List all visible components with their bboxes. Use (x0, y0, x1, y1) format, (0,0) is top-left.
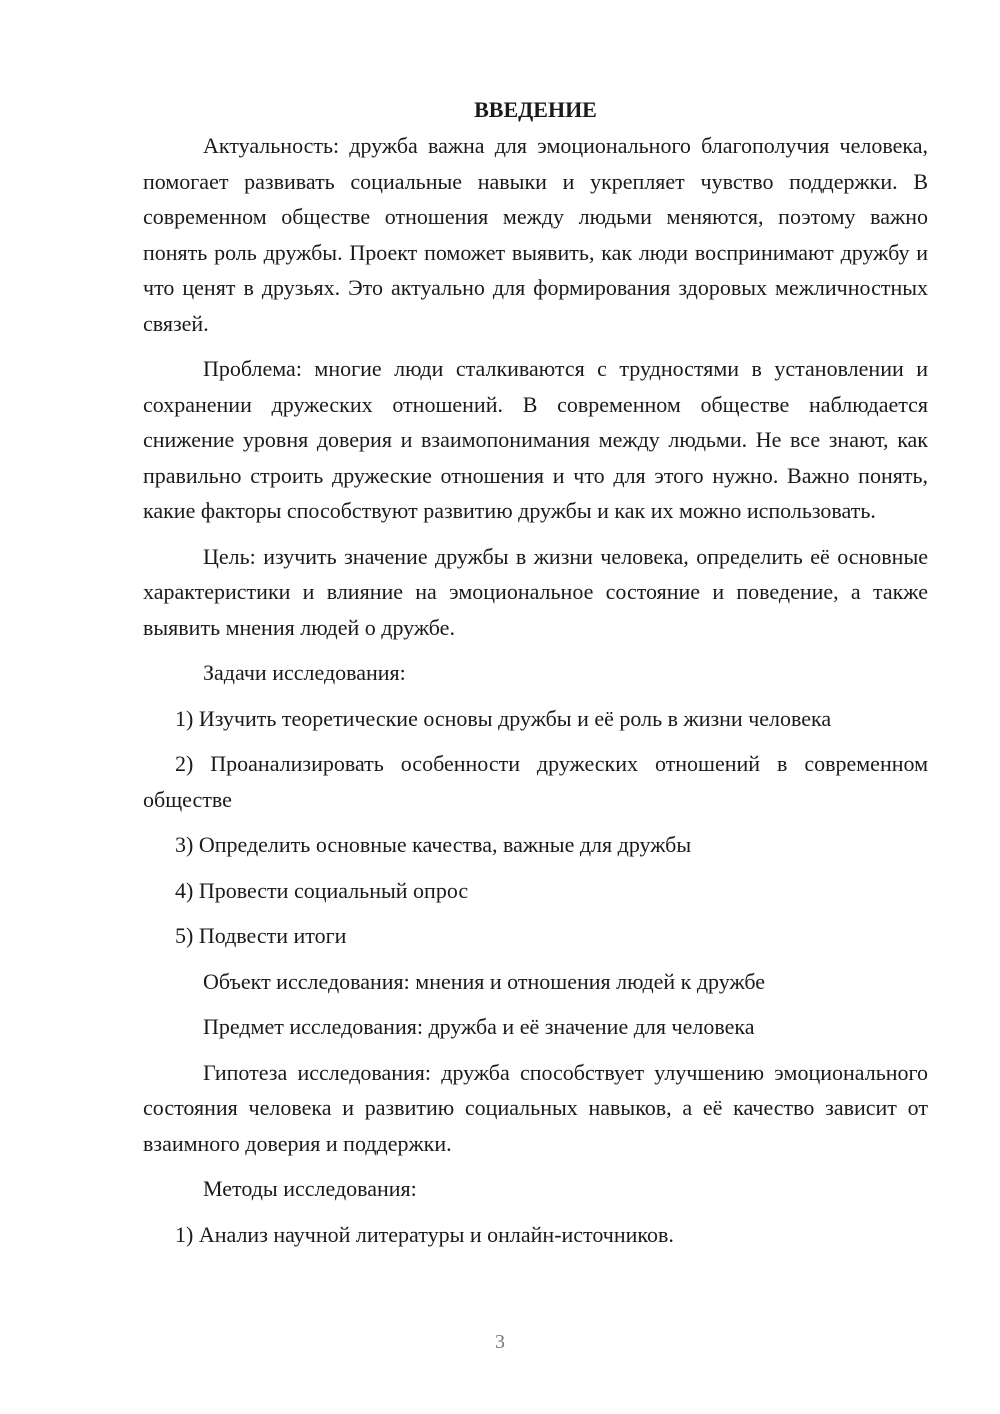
paragraph-relevance: Актуальность: дружба важна для эмоционального благополучия человека, помогает развивать социальные навыки и укрепляет чувство поддержки. В современном обществе отношения между людьми меняются, поэтому важно понять роль дружбы. Проект поможет выявить, как люди воспринимают дружбу и что ценят в друзьях. Это актуально для формирования здоровых межличностных связей. (143, 133, 928, 336)
paragraph-hypothesis: Гипотеза исследования: дружба способствует улучшению эмоционального состояния человека и развитию социальных навыков, а её качество зависит от взаимного доверия и поддержки. (143, 1059, 928, 1156)
paragraph-goal: Цель: изучить значение дружбы в жизни человека, определить её основные характеристики и влияние на эмоциональное состояние и поведение, а также выявить мнения людей о дружбе. (143, 543, 928, 640)
task-item-2: 2) Проанализировать особенности дружеских отношений в современном обществе (143, 751, 928, 812)
task-item-4: 4) Провести социальный опрос (175, 877, 469, 903)
paragraph-object: Объект исследования: мнения и отношения людей к дружбе (203, 968, 766, 994)
paragraph-problem: Проблема: многие люди сталкиваются с трудностями в установлении и сохранении дружеских отношений. В современном обществе наблюдается снижение уровня доверия и взаимопонимания между людьми. Не все знают, как правильно строить дружеские отношения и что для этого нужно. Важно понять, какие факторы способствуют развитию дружбы и как их можно использовать. (143, 356, 928, 523)
task-item-1: 1) Изучить теоретические основы дружбы и её роль в жизни человека (175, 705, 832, 731)
task-item-3: 3) Определить основные качества, важные для дружбы (175, 832, 692, 857)
methods-heading: Методы исследования: (203, 1176, 417, 1201)
section-title: ВВЕДЕНИЕ (474, 97, 597, 122)
page-number: 3 (495, 1331, 505, 1353)
paragraph-subject: Предмет исследования: дружба и её значение для человека (203, 1014, 755, 1039)
tasks-heading: Задачи исследования: (203, 660, 406, 685)
document-page (143, 92, 928, 1252)
method-item-1: 1) Анализ научной литературы и онлайн-источников. (175, 1221, 674, 1247)
task-item-5: 5) Подвести итоги (175, 923, 347, 948)
